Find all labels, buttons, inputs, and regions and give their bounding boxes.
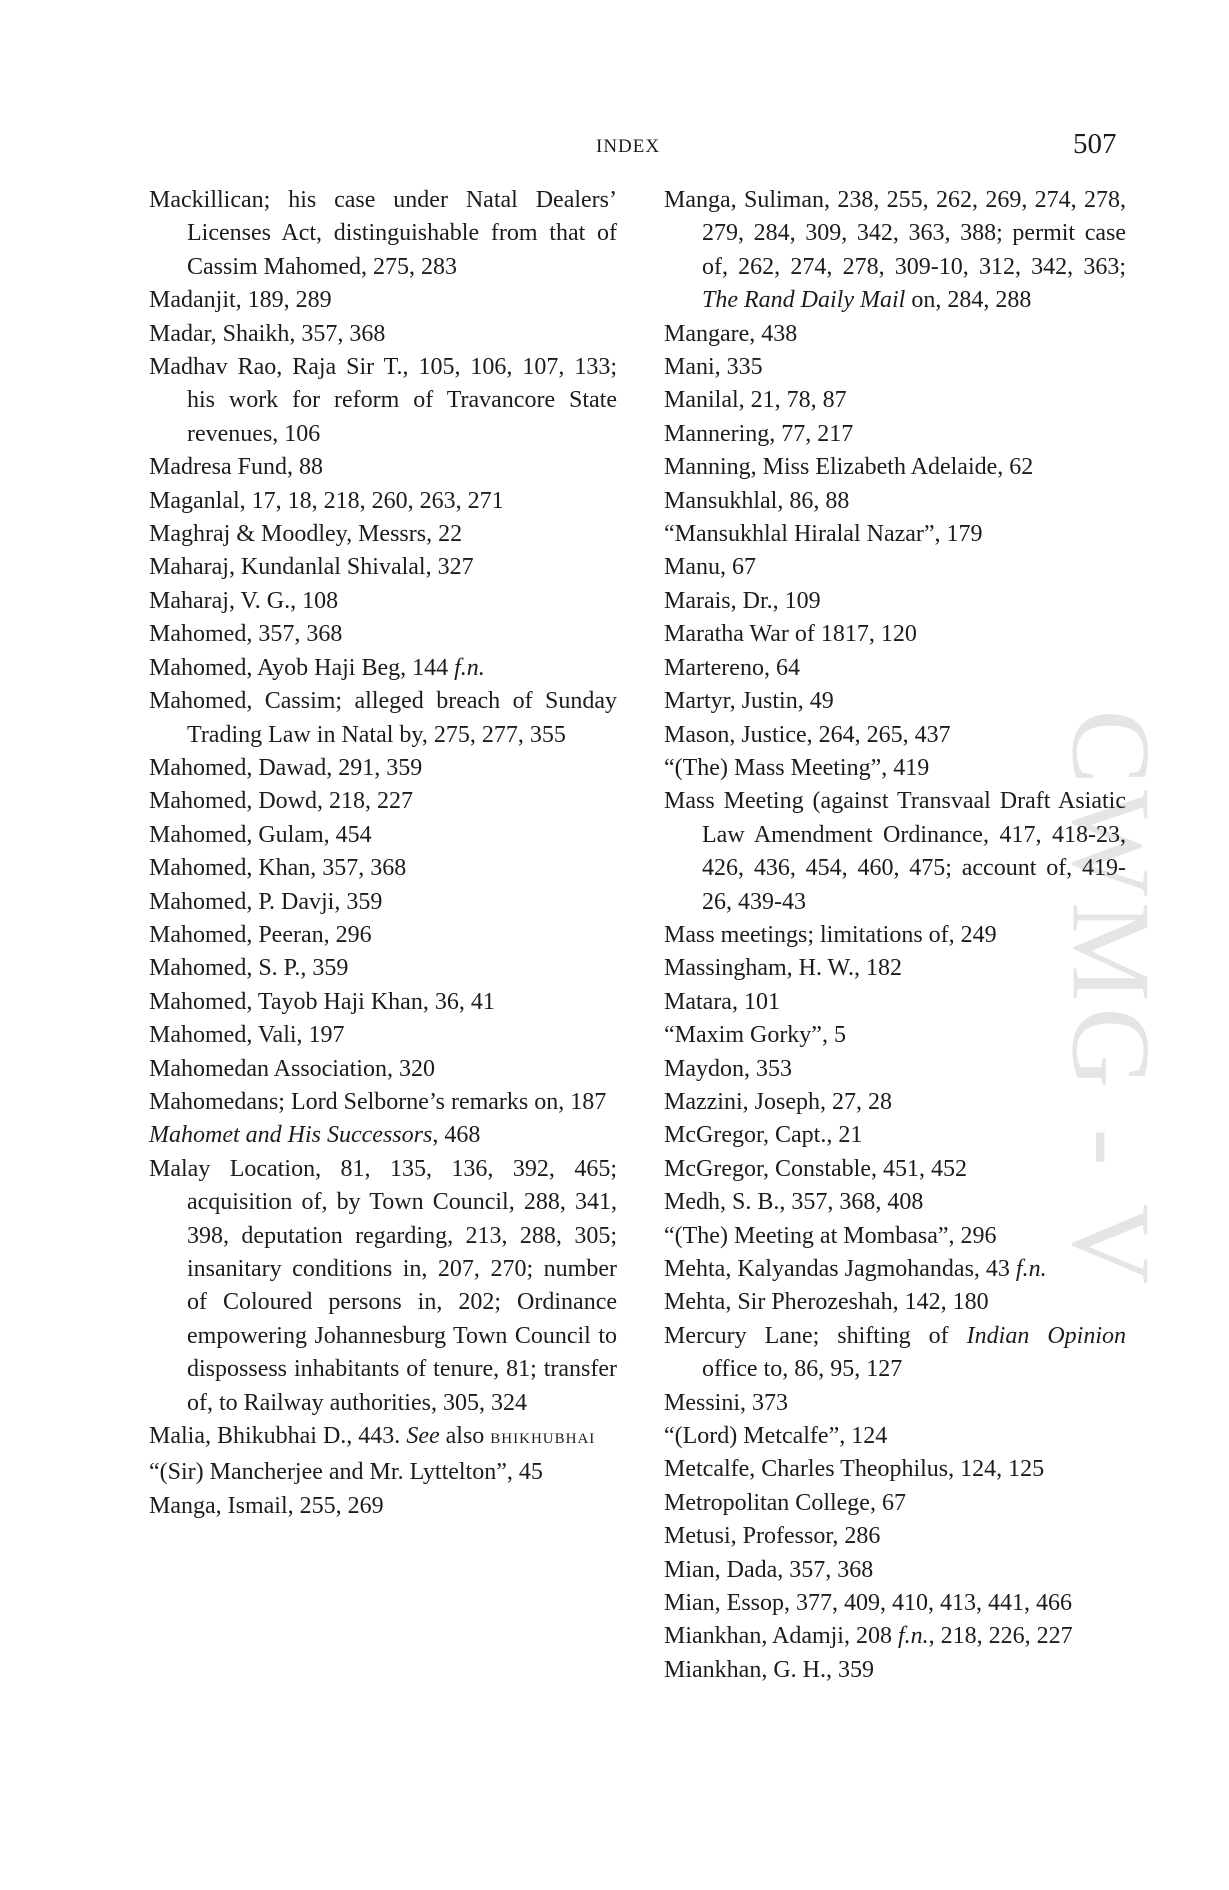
index-entry (664, 318, 1126, 351)
index-entry (149, 451, 617, 484)
index-entry-text: f.n. (1015, 1256, 1047, 1282)
index-entry-text: Mazzini, Joseph, 27, 28 (664, 1088, 892, 1115)
index-entry (149, 618, 617, 651)
index-entry-text: Maratha War of 1817, 120 (664, 621, 917, 648)
index-entry (664, 1554, 1126, 1587)
index-entry (149, 952, 617, 985)
index-entry-text: Mass meetings; limitations of, 249 (664, 921, 997, 948)
watermark: CWMG - V (1048, 709, 1173, 1291)
index-entry-text: Mansukhlal, 86, 88 (664, 487, 850, 514)
index-entry-text: “(Sir) Mancherjee and Mr. Lyttelton”, 45 (149, 1459, 543, 1486)
index-entry (149, 819, 617, 852)
index-entry (149, 351, 617, 451)
index-entry-text: Mahomed, S. P., 359 (149, 955, 349, 982)
index-entry (664, 1453, 1126, 1486)
index-entry-text: Mahomed, Ayob Haji Beg, 144 (149, 654, 455, 681)
index-entry (149, 919, 617, 952)
index-entry-text: BHIKHUBHAI (490, 1431, 596, 1448)
index-entry-text: Mani, 335 (664, 354, 763, 381)
index-entry (149, 886, 617, 919)
index-entry (664, 719, 1126, 752)
index-entry (149, 551, 617, 584)
index-entry-text: Maharaj, V. G., 108 (149, 587, 339, 614)
index-entry (664, 1320, 1126, 1387)
index-entry-text: Mass Meeting (against Transvaal Draft Asiatic Law Amendment Ordinance, 417, 418-23, 426, 436, 454, 460, 475; account of, 419-26, 439-43 (664, 788, 1126, 915)
index-entry-text: “(The) Mass Meeting”, 419 (664, 754, 930, 781)
index-entry (149, 518, 617, 551)
index-entry (149, 1456, 617, 1489)
index-entry-text: Martereno, 64 (664, 654, 800, 681)
index-entry-text: Manilal, 21, 78, 87 (664, 387, 847, 414)
index-entry-text: See (406, 1423, 440, 1450)
index-column-left (149, 184, 617, 1523)
index-entry (664, 1053, 1126, 1086)
index-entry (149, 585, 617, 618)
index-entry-text: McGregor, Constable, 451, 452 (664, 1155, 967, 1182)
index-entry (664, 1620, 1126, 1653)
index-entry-text: Mahomed, Khan, 357, 368 (149, 855, 407, 882)
index-entry (149, 1420, 617, 1456)
index-entry-text: Mahomed, Dowd, 218, 227 (149, 788, 413, 815)
index-entry-text: Manga, Suliman, 238, 255, 262, 269, 274, 278, 279, 284, 309, 342, 363, 388; permit case of, 262, 274, 278, 309-10, 312, 342, 363; (664, 187, 1126, 280)
index-entry (149, 986, 617, 1019)
index-entry-text: Indian Opinion (966, 1322, 1126, 1349)
index-entry-text: office to, 86, 95, 127 (702, 1356, 903, 1383)
index-entry-text: Mahomed, Cassim; alleged breach of Sunday Trading Law in Natal by, 275, 277, 355 (149, 688, 617, 748)
index-entry-text: Metropolitan College, 67 (664, 1489, 906, 1516)
index-entry-text: McGregor, Capt., 21 (664, 1122, 863, 1149)
index-entry (664, 1019, 1126, 1052)
index-entry (664, 986, 1126, 1019)
index-entry (664, 351, 1126, 384)
index-entry (149, 652, 617, 685)
index-entry (664, 1487, 1126, 1520)
page-number: 507 (1073, 128, 1117, 160)
index-entry (149, 1019, 617, 1052)
index-entry-text: Mahomed, Peeran, 296 (149, 921, 372, 948)
index-entry (664, 1086, 1126, 1119)
index-entry-text: Mehta, Sir Pherozeshah, 142, 180 (664, 1289, 989, 1316)
index-entry-text: Mahomedan Association, 320 (149, 1055, 435, 1082)
index-entry-text: Martyr, Justin, 49 (664, 688, 834, 715)
index-entry (664, 485, 1126, 518)
index-entry (664, 418, 1126, 451)
index-entry-text: Mahomed, Gulam, 454 (149, 821, 372, 848)
index-entry-text: Mahomed, P. Davji, 359 (149, 888, 383, 915)
index-entry-text: Maganlal, 17, 18, 218, 260, 263, 271 (149, 487, 504, 514)
index-entry-text: Madanjit, 189, 289 (149, 287, 332, 314)
index-entry-text: Mahomed, Vali, 197 (149, 1022, 345, 1049)
index-entry (664, 451, 1126, 484)
index-entry (149, 785, 617, 818)
index-entry-text: also (439, 1423, 491, 1450)
index-entry-text: “Mansukhlal Hiralal Nazar”, 179 (664, 521, 983, 548)
index-entry (149, 485, 617, 518)
index-entry (664, 1654, 1126, 1687)
index-entry-text: Metcalfe, Charles Theophilus, 124, 125 (664, 1456, 1045, 1483)
index-entry-text: Miankhan, Adamji, 208 (664, 1623, 898, 1650)
index-entry-text: on, 284, 288 (905, 287, 1032, 314)
index-entry (149, 284, 617, 317)
index-entry-text: Mackillican; his case under Natal Dealers’ Licenses Act, distinguishable from that of Cassim Mahomed, 275, 283 (149, 187, 617, 280)
index-entry-text: Mahomet and His Successors (149, 1122, 433, 1149)
index-entry (149, 1053, 617, 1086)
index-entry (149, 1490, 617, 1523)
index-entry-text: Mahomed, Dawad, 291, 359 (149, 754, 423, 781)
index-entry-text: Mahomed, Tayob Haji Khan, 36, 41 (149, 988, 495, 1015)
index-entry (664, 618, 1126, 651)
index-entry (664, 1587, 1126, 1620)
index-entry (664, 1387, 1126, 1420)
index-entry (664, 384, 1126, 417)
index-entry (664, 518, 1126, 551)
index-entry-text: The Rand Daily Mail (702, 287, 906, 314)
index-entry-text: Maydon, 353 (664, 1055, 792, 1082)
index-entry (664, 184, 1126, 318)
index-entry (664, 1286, 1126, 1319)
index-entry (664, 1520, 1126, 1553)
running-head: INDEX (596, 136, 661, 157)
index-entry (149, 1086, 617, 1119)
index-entry-text: Messini, 373 (664, 1389, 789, 1416)
index-entry-text: Mian, Essop, 377, 409, 410, 413, 441, 466 (664, 1590, 1072, 1617)
index-entry (664, 551, 1126, 584)
index-entry-text: Mehta, Kalyandas Jagmohandas, 43 (664, 1256, 1016, 1282)
index-entry-text: Mahomedans; Lord Selborne’s remarks on, 187 (149, 1088, 607, 1115)
index-entry-text: Mannering, 77, 217 (664, 420, 854, 447)
index-entry-text: f.n. (454, 654, 485, 681)
index-entry-text: Metusi, Professor, 286 (664, 1523, 881, 1550)
index-entry (664, 585, 1126, 618)
index-entry-text: Matara, 101 (664, 988, 780, 1015)
index-entry (664, 1420, 1126, 1453)
index-entry (664, 785, 1126, 919)
index-entry-text: Maharaj, Kundanlal Shivalal, 327 (149, 554, 474, 581)
index-entry-text: Manu, 67 (664, 554, 756, 581)
index-entry-text: Manga, Ismail, 255, 269 (149, 1492, 384, 1519)
index-entry (664, 1153, 1126, 1186)
index-entry (664, 652, 1126, 685)
index-entry-text: Maghraj & Moodley, Messrs, 22 (149, 521, 463, 548)
index-entry (149, 685, 617, 752)
index-entry (149, 752, 617, 785)
index-entry-text: Mercury Lane; shifting of (664, 1322, 967, 1349)
index-entry (664, 952, 1126, 985)
index-entry-text: Madar, Shaikh, 357, 368 (149, 320, 386, 347)
index-entry-text: Mahomed, 357, 368 (149, 621, 343, 648)
index-entry (149, 1119, 617, 1152)
index-entry-text: Mason, Justice, 264, 265, 437 (664, 721, 951, 748)
index-entry (664, 1253, 1126, 1286)
index-entry-text: Madresa Fund, 88 (149, 454, 323, 481)
index-column-right (664, 184, 1126, 1687)
index-entry-text: Mian, Dada, 357, 368 (664, 1556, 874, 1583)
index-entry (149, 1153, 617, 1420)
index-entry (149, 318, 617, 351)
index-entry-text: , 468 (432, 1122, 481, 1149)
index-entry-text: Miankhan, G. H., 359 (664, 1656, 874, 1683)
index-entry-text: Massingham, H. W., 182 (664, 955, 903, 982)
index-entry (664, 752, 1126, 785)
index-entry-text: “(Lord) Metcalfe”, 124 (664, 1423, 888, 1450)
index-entry-text: Mangare, 438 (664, 320, 798, 347)
index-entry (664, 1220, 1126, 1253)
index-entry (664, 919, 1126, 952)
index-entry-text: Madhav Rao, Raja Sir T., 105, 106, 107, 133; his work for reform of Travancore State revenues, 106 (149, 354, 617, 447)
index-entry-text: Malay Location, 81, 135, 136, 392, 465; acquisition of, by Town Council, 288, 341, 398, deputation regarding, 213, 288, 305; insanitary conditions in, 207, 270; number of Coloured persons in, 202; Ordinance empowering Johannesburg Town Council to dispossess inhabitants of tenure, 81; transfer of, to Railway authorities, 305, 324 (149, 1155, 617, 1416)
index-entry-text: “(The) Meeting at Mombasa”, 296 (664, 1222, 997, 1249)
index-entry-text: Malia, Bhikubhai D., 443. (149, 1423, 407, 1450)
index-entry-text: Marais, Dr., 109 (664, 587, 821, 614)
index-entry-text: Manning, Miss Elizabeth Adelaide, 62 (664, 454, 1034, 481)
index-entry-text: f.n. (897, 1623, 929, 1650)
index-entry (149, 184, 617, 284)
index-entry (664, 1186, 1126, 1219)
index-entry-text: , 218, 226, 227 (928, 1623, 1073, 1650)
index-entry-text: “Maxim Gorky”, 5 (664, 1022, 846, 1049)
index-entry-text: Medh, S. B., 357, 368, 408 (664, 1189, 924, 1216)
index-entry (664, 1119, 1126, 1152)
index-entry (664, 685, 1126, 718)
index-entry (149, 852, 617, 885)
